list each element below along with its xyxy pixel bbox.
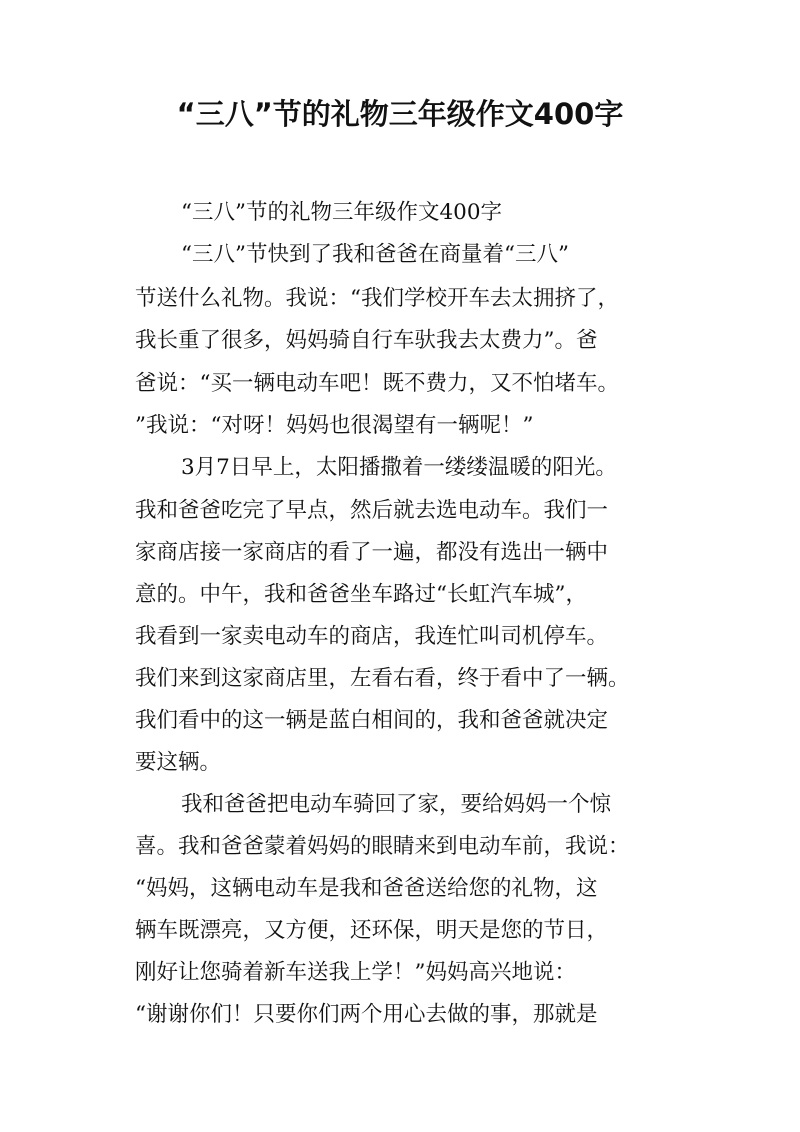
paragraph-3-line-1: 我和爸爸把电动车骑回了家，要给妈妈一个惊 bbox=[181, 792, 612, 817]
paragraph-1-line-4: 爸说：“买一辆电动车吧！既不费力，又不怕堵车。 bbox=[135, 371, 619, 396]
paragraph-2-line-5: 我看到一家卖电动车的商店，我连忙叫司机停车。 bbox=[135, 624, 609, 649]
paragraph-1-line-2: 节送什么礼物。我说：“我们学校开车去太拥挤了， bbox=[135, 286, 619, 311]
paragraph-3-line-3: “妈妈，这辆电动车是我和爸爸送给您的礼物，这 bbox=[135, 876, 598, 901]
paragraph-3-line-5: 刚好让您骑着新车送我上学！”妈妈高兴地说： bbox=[135, 960, 576, 985]
paragraph-2-line-7: 我们看中的这一辆是蓝白相间的，我和爸爸就决定 bbox=[135, 708, 609, 733]
document-title: “三八”节的礼物三年级作文400字 bbox=[176, 97, 624, 131]
paragraph-2-line-1: 3月7日早上，太阳播撒着一缕缕温暖的阳光。 bbox=[181, 455, 617, 480]
paragraph-3-line-4: 辆车既漂亮，又方便，还环保，明天是您的节日， bbox=[135, 918, 609, 943]
paragraph-2-line-2: 我和爸爸吃完了早点，然后就去选电动车。我们一 bbox=[135, 498, 609, 523]
paragraph-2-line-8: 要这辆。 bbox=[135, 750, 222, 775]
paragraph-2-line-6: 我们来到这家商店里，左看右看，终于看中了一辆。 bbox=[135, 666, 630, 691]
paragraph-2-line-3: 家商店接一家商店的看了一遍，都没有选出一辆中 bbox=[135, 540, 609, 565]
paragraph-3-line-6: “谢谢你们！只要你们两个用心去做的事，那就是 bbox=[135, 1002, 598, 1027]
paragraph-1-line-3: 我长重了很多，妈妈骑自行车驮我去太费力”。爸 bbox=[135, 328, 598, 353]
paragraph-2-line-4: 意的。中午，我和爸爸坐车路过“长虹汽车城”， bbox=[135, 582, 587, 607]
paragraph-3-line-2: 喜。我和爸爸蒙着妈妈的眼睛来到电动车前，我说： bbox=[135, 834, 630, 859]
paragraph-1-line-1: “三八”节快到了我和爸爸在商量着“三八” bbox=[181, 242, 569, 267]
paragraph-1-line-5: ”我说：“对呀！妈妈也很渴望有一辆呢！” bbox=[135, 413, 534, 438]
essay-subtitle-line: “三八”节的礼物三年级作文400字 bbox=[181, 200, 503, 225]
